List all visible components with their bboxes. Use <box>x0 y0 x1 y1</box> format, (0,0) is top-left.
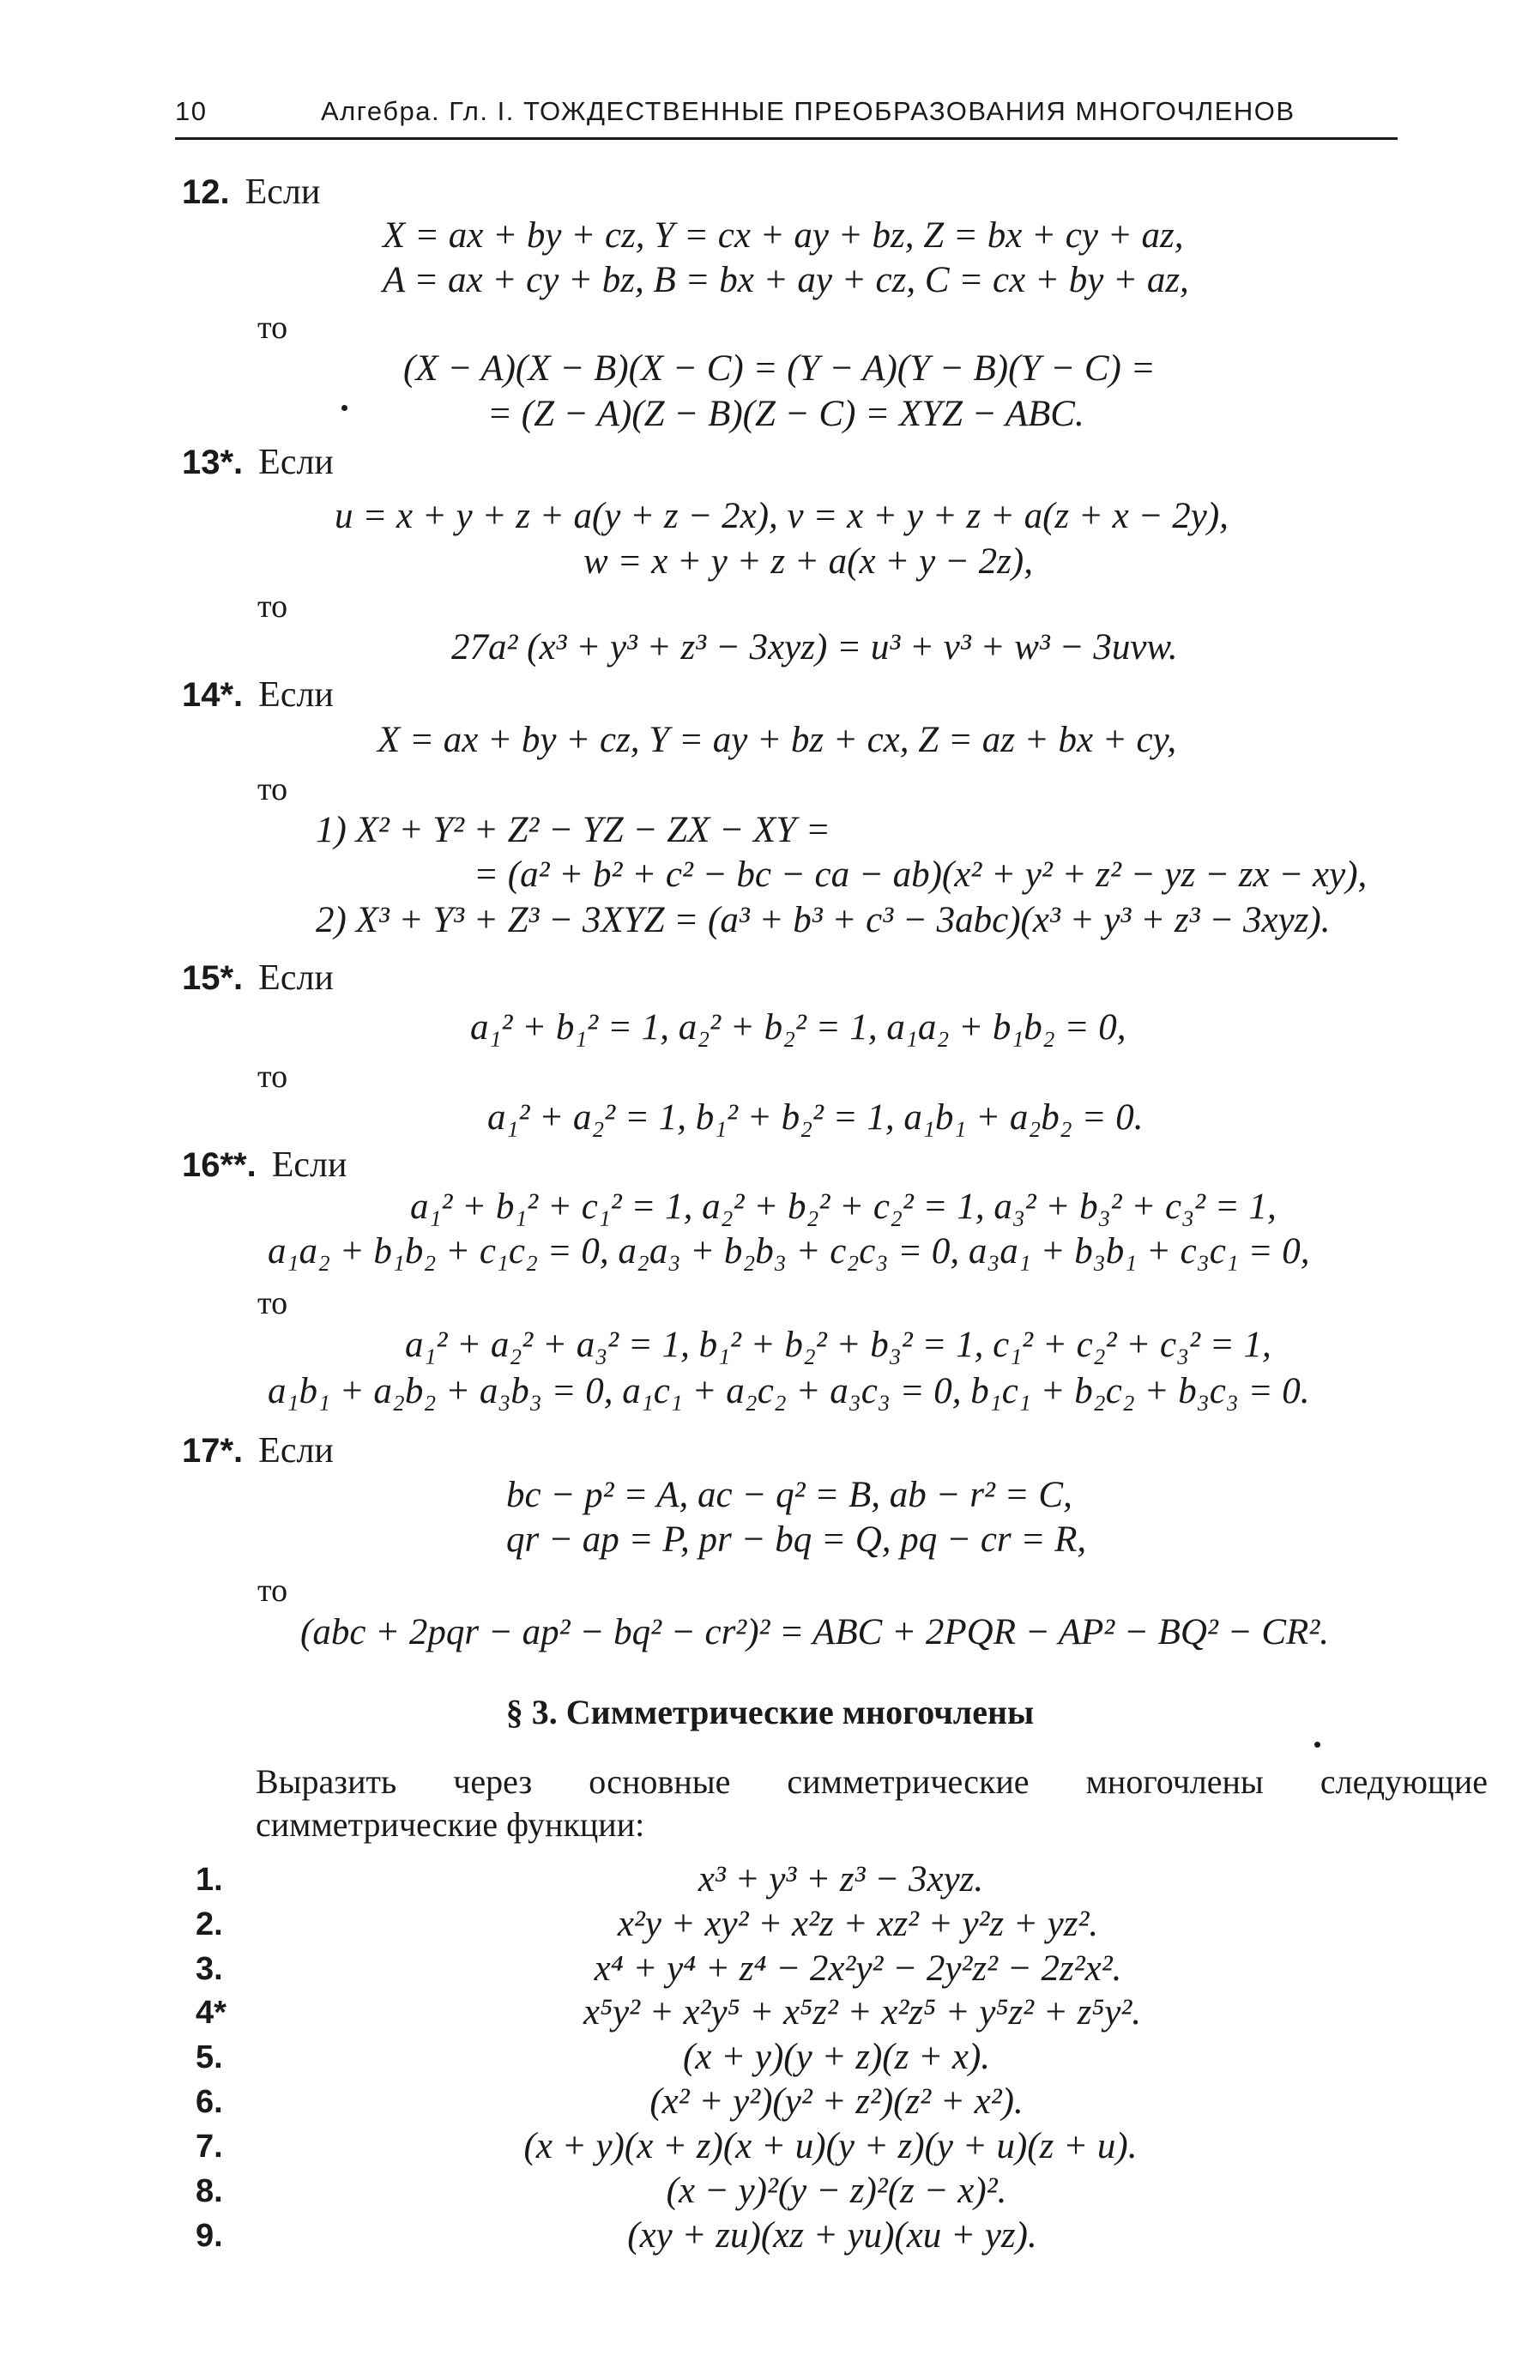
to-word: то <box>257 310 288 346</box>
page-number: 10 <box>175 96 208 126</box>
section-intro: Выразить через основные симметрические многочлены следующие симметрические функции: <box>256 1762 1488 1844</box>
problem-17-given-line-1: bc − p² = A, ac − q² = B, ab − r² = C, <box>506 1475 1072 1515</box>
problem-16-result-line-2: a₁b₁ + a₂b₂ + a₃b₃ = 0, a₁c₁ + a₂c₂ + a₃c₃ = 0, b₁c₁ + b₂c₂ + b₃c₃ = 0. <box>268 1371 1310 1411</box>
to-word: то <box>257 1573 288 1609</box>
problem-15-given: a₁² + b₁² = 1, a₂² + b₂² = 1, a₁a₂ + b₁b₂ = 0, <box>470 1007 1126 1048</box>
exercise-expression: x⁴ + y⁴ + z⁴ − 2x²y² − 2y²z² − 2z²x². <box>594 1948 1122 1989</box>
exercise-number: 9. <box>196 2218 223 2254</box>
exercise-number: 6. <box>196 2084 223 2120</box>
problem-label-15: 15*. Если <box>182 958 334 998</box>
problem-label-16: 16**. Если <box>182 1145 347 1185</box>
exercise-expression: (x − y)²(y − z)²(z − x)². <box>666 2171 1007 2211</box>
problem-14-given: X = ax + by + cz, Y = ay + bz + cx, Z = az + bx + cy, <box>377 720 1177 760</box>
problem-13-given-line-2: w = x + y + z + a(x + y − 2z), <box>583 541 1033 582</box>
problem-12-given-line-1: X = ax + by + cz, Y = cx + ay + bz, Z = bx + cy + az, <box>383 215 1184 256</box>
problem-label-12: 12. Если <box>182 172 321 212</box>
to-word: то <box>257 1285 288 1321</box>
section-title: § 3. Симметрические многочлены <box>505 1693 1035 1731</box>
exercise-expression: (xy + zu)(xz + yu)(xu + yz). <box>627 2215 1037 2256</box>
problem-15-result: a₁² + a₂² = 1, b₁² + b₂² = 1, a₁b₁ + a₂b₂ = 0. <box>487 1097 1144 1138</box>
to-word: то <box>257 771 288 807</box>
exercise-number: 1. <box>196 1862 223 1898</box>
exercise-number: 4* <box>196 1995 226 2031</box>
problem-17-result: (abc + 2pqr − ap² − bq² − cr²)² = ABC + 2PQR − AP² − BQ² − CR². <box>300 1612 1329 1652</box>
exercise-expression: x⁵y² + x²y⁵ + x⁵z² + x²z⁵ + y⁵z² + z⁵y². <box>583 1992 1141 2033</box>
problem-14-result-line-2: = (a² + b² + c² − bc − ca − ab)(x² + y² + z² − yz − zx − xy), <box>474 855 1368 895</box>
exercise-number: 5. <box>196 2039 223 2075</box>
problem-13-given-line-1: u = x + y + z + a(y + z − 2x), v = x + y + z + a(z + x − 2y), <box>335 496 1229 536</box>
exercise-expression: (x + y)(y + z)(z + x). <box>682 2037 991 2077</box>
problem-17-given-line-2: qr − ap = P, pr − bq = Q, pq − cr = R, <box>506 1519 1087 1560</box>
problem-12-result-line-1: (X − A)(X − B)(X − C) = (Y − A)(Y − B)(Y − C) = <box>403 348 1156 389</box>
problem-label-14: 14*. Если <box>182 675 334 715</box>
exercise-number: 7. <box>196 2129 223 2165</box>
exercise-number: 2. <box>196 1906 223 1942</box>
problem-label-17: 17*. Если <box>182 1431 334 1471</box>
to-word: то <box>257 589 288 625</box>
problem-12-given-line-2: A = ax + cy + bz, B = bx + ay + cz, C = cx + by + az, <box>383 260 1189 300</box>
problem-13-result: 27a² (x³ + y³ + z³ − 3xyz) = u³ + v³ + w³ − 3uvw. <box>451 627 1178 667</box>
problem-16-given-line-1: a₁² + b₁² + c₁² = 1, a₂² + b₂² + c₂² = 1, a₃² + b₃² + c₃² = 1, <box>410 1187 1277 1227</box>
problem-16-result-line-1: a₁² + a₂² + a₃² = 1, b₁² + b₂² + b₃² = 1, c₁² + c₂² + c₃² = 1, <box>405 1325 1271 1365</box>
problem-12-result-line-2: = (Z − A)(Z − B)(Z − C) = XYZ − ABC. <box>487 394 1084 434</box>
ink-speck <box>341 405 347 411</box>
exercise-expression: (x + y)(x + z)(x + u)(y + z)(y + u)(z + u). <box>523 2126 1138 2166</box>
exercise-number: 3. <box>196 1951 223 1987</box>
to-word: то <box>257 1059 288 1095</box>
problem-label-13: 13*. Если <box>182 443 334 482</box>
exercise-number: 8. <box>196 2173 223 2209</box>
problem-14-result-line-3: 2) X³ + Y³ + Z³ − 3XYZ = (a³ + b³ + c³ − 3abc)(x³ + y³ + z³ − 3xyz). <box>316 900 1331 940</box>
problem-14-result-line-1: 1) X² + Y² + Z² − YZ − ZX − XY = <box>316 810 830 850</box>
ink-speck <box>1314 1742 1320 1748</box>
running-title: Алгебра. Гл. I. ТОЖДЕСТВЕННЫЕ ПРЕОБРАЗОВАНИЯ МНОГОЧЛЕНОВ <box>321 96 1295 126</box>
exercise-expression: x³ + y³ + z³ − 3xyz. <box>698 1859 984 1900</box>
exercise-expression: (x² + y²)(y² + z²)(z² + x²). <box>649 2081 1024 2122</box>
exercise-expression: x²y + xy² + x²z + xz² + y²z + yz². <box>617 1904 1099 1944</box>
running-header <box>175 93 1398 140</box>
problem-16-given-line-2: a₁a₂ + b₁b₂ + c₁c₂ = 0, a₂a₃ + b₂b₃ + c₂c₃ = 0, a₃a₁ + b₃b₁ + c₃c₁ = 0, <box>268 1231 1310 1272</box>
